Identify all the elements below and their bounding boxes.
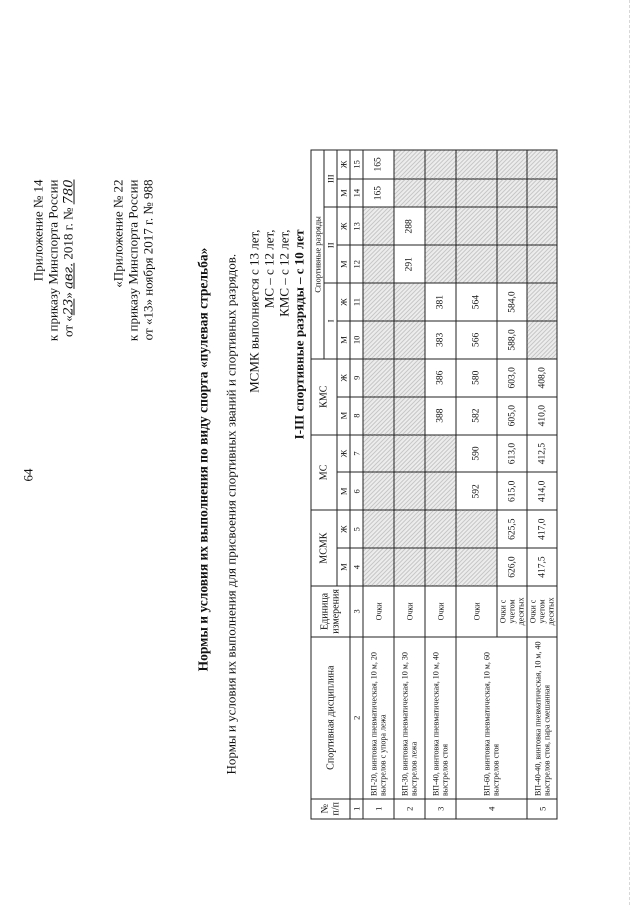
norms-table	[310, 150, 557, 820]
value-cell-empty	[456, 510, 497, 548]
value-cell-empty	[456, 150, 497, 179]
header-ms: МС	[311, 435, 337, 511]
gender-m: М	[337, 245, 350, 283]
row-unit: Очки с учетом десятых	[527, 586, 557, 637]
value-cell: 291	[394, 245, 425, 283]
value-cell-empty	[527, 179, 557, 208]
value-cell-empty	[456, 245, 497, 283]
value-cell-empty	[363, 359, 394, 397]
col-index: 7	[350, 435, 363, 473]
value-cell-empty	[394, 321, 425, 359]
value-cell: 590	[456, 435, 497, 473]
value-cell-empty	[363, 548, 394, 586]
page-number: 64	[20, 468, 35, 482]
value-cell-empty	[363, 397, 394, 435]
gender-m: М	[337, 472, 350, 510]
value-cell-empty	[497, 207, 527, 245]
col-index: 15	[350, 150, 363, 179]
value-cell-empty	[527, 150, 557, 179]
value-cell-empty	[425, 207, 456, 245]
value-cell-empty	[363, 472, 394, 510]
value-cell: 412,5	[527, 435, 557, 473]
value-cell: 588,0	[497, 321, 527, 359]
prev-annex-line3: от «13» ноября 2017 г. № 988	[140, 179, 155, 341]
value-cell-empty	[394, 150, 425, 179]
value-cell-empty	[425, 245, 456, 283]
col-index: 8	[350, 397, 363, 435]
row-unit: Очки с учетом десятых	[497, 586, 527, 637]
col-index: 6	[350, 472, 363, 510]
gender-m: М	[337, 321, 350, 359]
value-cell: 408,0	[527, 359, 557, 397]
col-index: 1	[350, 799, 363, 819]
value-cell-empty	[363, 283, 394, 321]
value-cell-empty	[363, 245, 394, 283]
value-cell-empty	[527, 321, 557, 359]
value-cell: 580	[456, 359, 497, 397]
row-unit: Очки	[363, 586, 394, 637]
gender-m: М	[337, 397, 350, 435]
value-cell-empty	[394, 510, 425, 548]
prev-annex-line2: к приказу Минспорта России	[125, 179, 140, 342]
age-requirements	[246, 230, 306, 440]
value-cell-empty	[394, 548, 425, 586]
gender-zh: Ж	[337, 510, 350, 548]
row-num: 1	[363, 799, 394, 819]
value-cell-empty	[363, 435, 394, 473]
col-index: 9	[350, 359, 363, 397]
table-row-4a	[456, 150, 497, 819]
handwritten-day: 23	[61, 298, 76, 316]
value-cell-empty	[497, 245, 527, 283]
value-cell-empty	[363, 510, 394, 548]
handwritten-month: авг.	[61, 262, 76, 289]
col-index: 13	[350, 207, 363, 245]
value-cell-empty	[425, 472, 456, 510]
header-rank-3: III	[324, 150, 337, 207]
value-cell-empty	[394, 472, 425, 510]
value-cell: 592	[456, 472, 497, 510]
gender-zh: Ж	[337, 150, 350, 179]
column-index-row	[350, 150, 363, 819]
value-cell: 165	[363, 150, 394, 179]
value-cell-empty	[456, 548, 497, 586]
header-unit: Единица измерения	[311, 586, 350, 637]
row-unit: Очки	[394, 586, 425, 637]
gender-zh: Ж	[337, 283, 350, 321]
row-discipline: ВП-60, винтовка пневматическая, 10 м, 60 выстрелов стоя	[456, 637, 527, 799]
row-num: 4	[456, 799, 527, 819]
row-unit: Очки	[425, 586, 456, 637]
value-cell-empty	[456, 179, 497, 208]
value-cell-empty	[363, 321, 394, 359]
row-num: 3	[425, 799, 456, 819]
prev-annex-line1: «Приложение № 22	[110, 179, 125, 288]
row-unit: Очки	[456, 586, 497, 637]
header-num: № п/п	[311, 799, 350, 819]
table-row	[394, 150, 425, 819]
row-num: 5	[527, 799, 557, 819]
header-discipline: Спортивная дисциплина	[311, 637, 350, 799]
gender-m: М	[337, 548, 350, 586]
col-index: 5	[350, 510, 363, 548]
header-rank-1: I	[324, 283, 337, 359]
value-cell: 414,0	[527, 472, 557, 510]
value-cell-empty	[394, 179, 425, 208]
value-cell: 615,0	[497, 472, 527, 510]
gender-m: М	[337, 179, 350, 208]
header-row-1	[311, 150, 324, 819]
value-cell: 417,0	[527, 510, 557, 548]
age-kms: КМС – с 12 лет,	[276, 229, 291, 317]
value-cell: 388	[425, 397, 456, 435]
value-cell-empty	[425, 435, 456, 473]
previous-annex-reference	[110, 180, 155, 342]
value-cell: 564	[456, 283, 497, 321]
annex-line1: Приложение № 14	[30, 179, 45, 282]
document-subtitle: Нормы и условия их выполнения для присвоения спортивных званий и спортивных разрядов.	[223, 253, 238, 775]
handwritten-number: 780	[61, 179, 76, 205]
col-index: 12	[350, 245, 363, 283]
value-cell-empty	[527, 245, 557, 283]
col-index: 4	[350, 548, 363, 586]
value-cell-empty	[394, 435, 425, 473]
table-body-simple	[363, 150, 456, 819]
header-rank-2: II	[324, 207, 337, 283]
value-cell-empty	[497, 179, 527, 208]
table-row	[425, 150, 456, 819]
value-cell: 288	[394, 207, 425, 245]
row-discipline: ВП-30, винтовка пневматическая, 10 м, 30 выстрелов лежа	[394, 637, 425, 799]
value-cell-empty	[527, 207, 557, 245]
table-row	[363, 150, 394, 819]
value-cell: 603,0	[497, 359, 527, 397]
col-index: 10	[350, 321, 363, 359]
value-cell-empty	[425, 150, 456, 179]
value-cell: 386	[425, 359, 456, 397]
value-cell: 410,0	[527, 397, 557, 435]
value-cell: 625,5	[497, 510, 527, 548]
age-msmk: МСМК выполняется с 13 лет,	[246, 229, 261, 393]
value-cell-empty	[456, 207, 497, 245]
gender-zh: Ж	[337, 207, 350, 245]
gender-zh: Ж	[337, 359, 350, 397]
annex-line3: от «23» авг. 2018 г. № 780	[60, 179, 76, 337]
header-ranks: Спортивные разряды	[311, 150, 324, 359]
row-discipline: ВП-20, винтовка пневматическая, 10 м, 20 выстрелов с упора лежа	[363, 637, 394, 799]
value-cell: 605,0	[497, 397, 527, 435]
value-cell-empty	[527, 283, 557, 321]
age-ms: МС – с 12 лет,	[261, 229, 276, 309]
col-index: 3	[350, 586, 363, 637]
value-cell-empty	[394, 283, 425, 321]
col-index: 2	[350, 637, 363, 799]
row-discipline: ВП-40-40, винтовка пневматическая, 10 м, 40 выстрелов стоя, пара смешанная	[527, 637, 557, 799]
gender-zh: Ж	[337, 435, 350, 473]
col-index: 14	[350, 179, 363, 208]
age-ranks: I-III спортивные разряды – с 10 лет	[291, 229, 306, 440]
row-num: 2	[394, 799, 425, 819]
value-cell: 566	[456, 321, 497, 359]
value-cell-empty	[394, 359, 425, 397]
value-cell: 381	[425, 283, 456, 321]
value-cell: 626,0	[497, 548, 527, 586]
value-cell-empty	[363, 207, 394, 245]
row-discipline: ВП-40, винтовка пневматическая, 10 м, 40 выстрелов стоя	[425, 637, 456, 799]
annex-header	[30, 180, 76, 342]
header-msmk: МСМК	[311, 510, 337, 586]
value-cell: 582	[456, 397, 497, 435]
value-cell: 584,0	[497, 283, 527, 321]
value-cell: 417,5	[527, 548, 557, 586]
col-index: 11	[350, 283, 363, 321]
document-title: Нормы и условия их выполнения по виду спорта «пулевая стрельба»	[195, 247, 210, 672]
value-cell-empty	[394, 397, 425, 435]
annex-line2: к приказу Минспорта России	[45, 179, 60, 342]
header-kms: КМС	[311, 359, 337, 435]
value-cell-empty	[425, 179, 456, 208]
value-cell: 165	[363, 179, 394, 208]
table-row-5	[527, 150, 557, 819]
value-cell-empty	[425, 510, 456, 548]
value-cell: 383	[425, 321, 456, 359]
value-cell-empty	[425, 548, 456, 586]
value-cell: 613,0	[497, 435, 527, 473]
value-cell-empty	[497, 150, 527, 179]
